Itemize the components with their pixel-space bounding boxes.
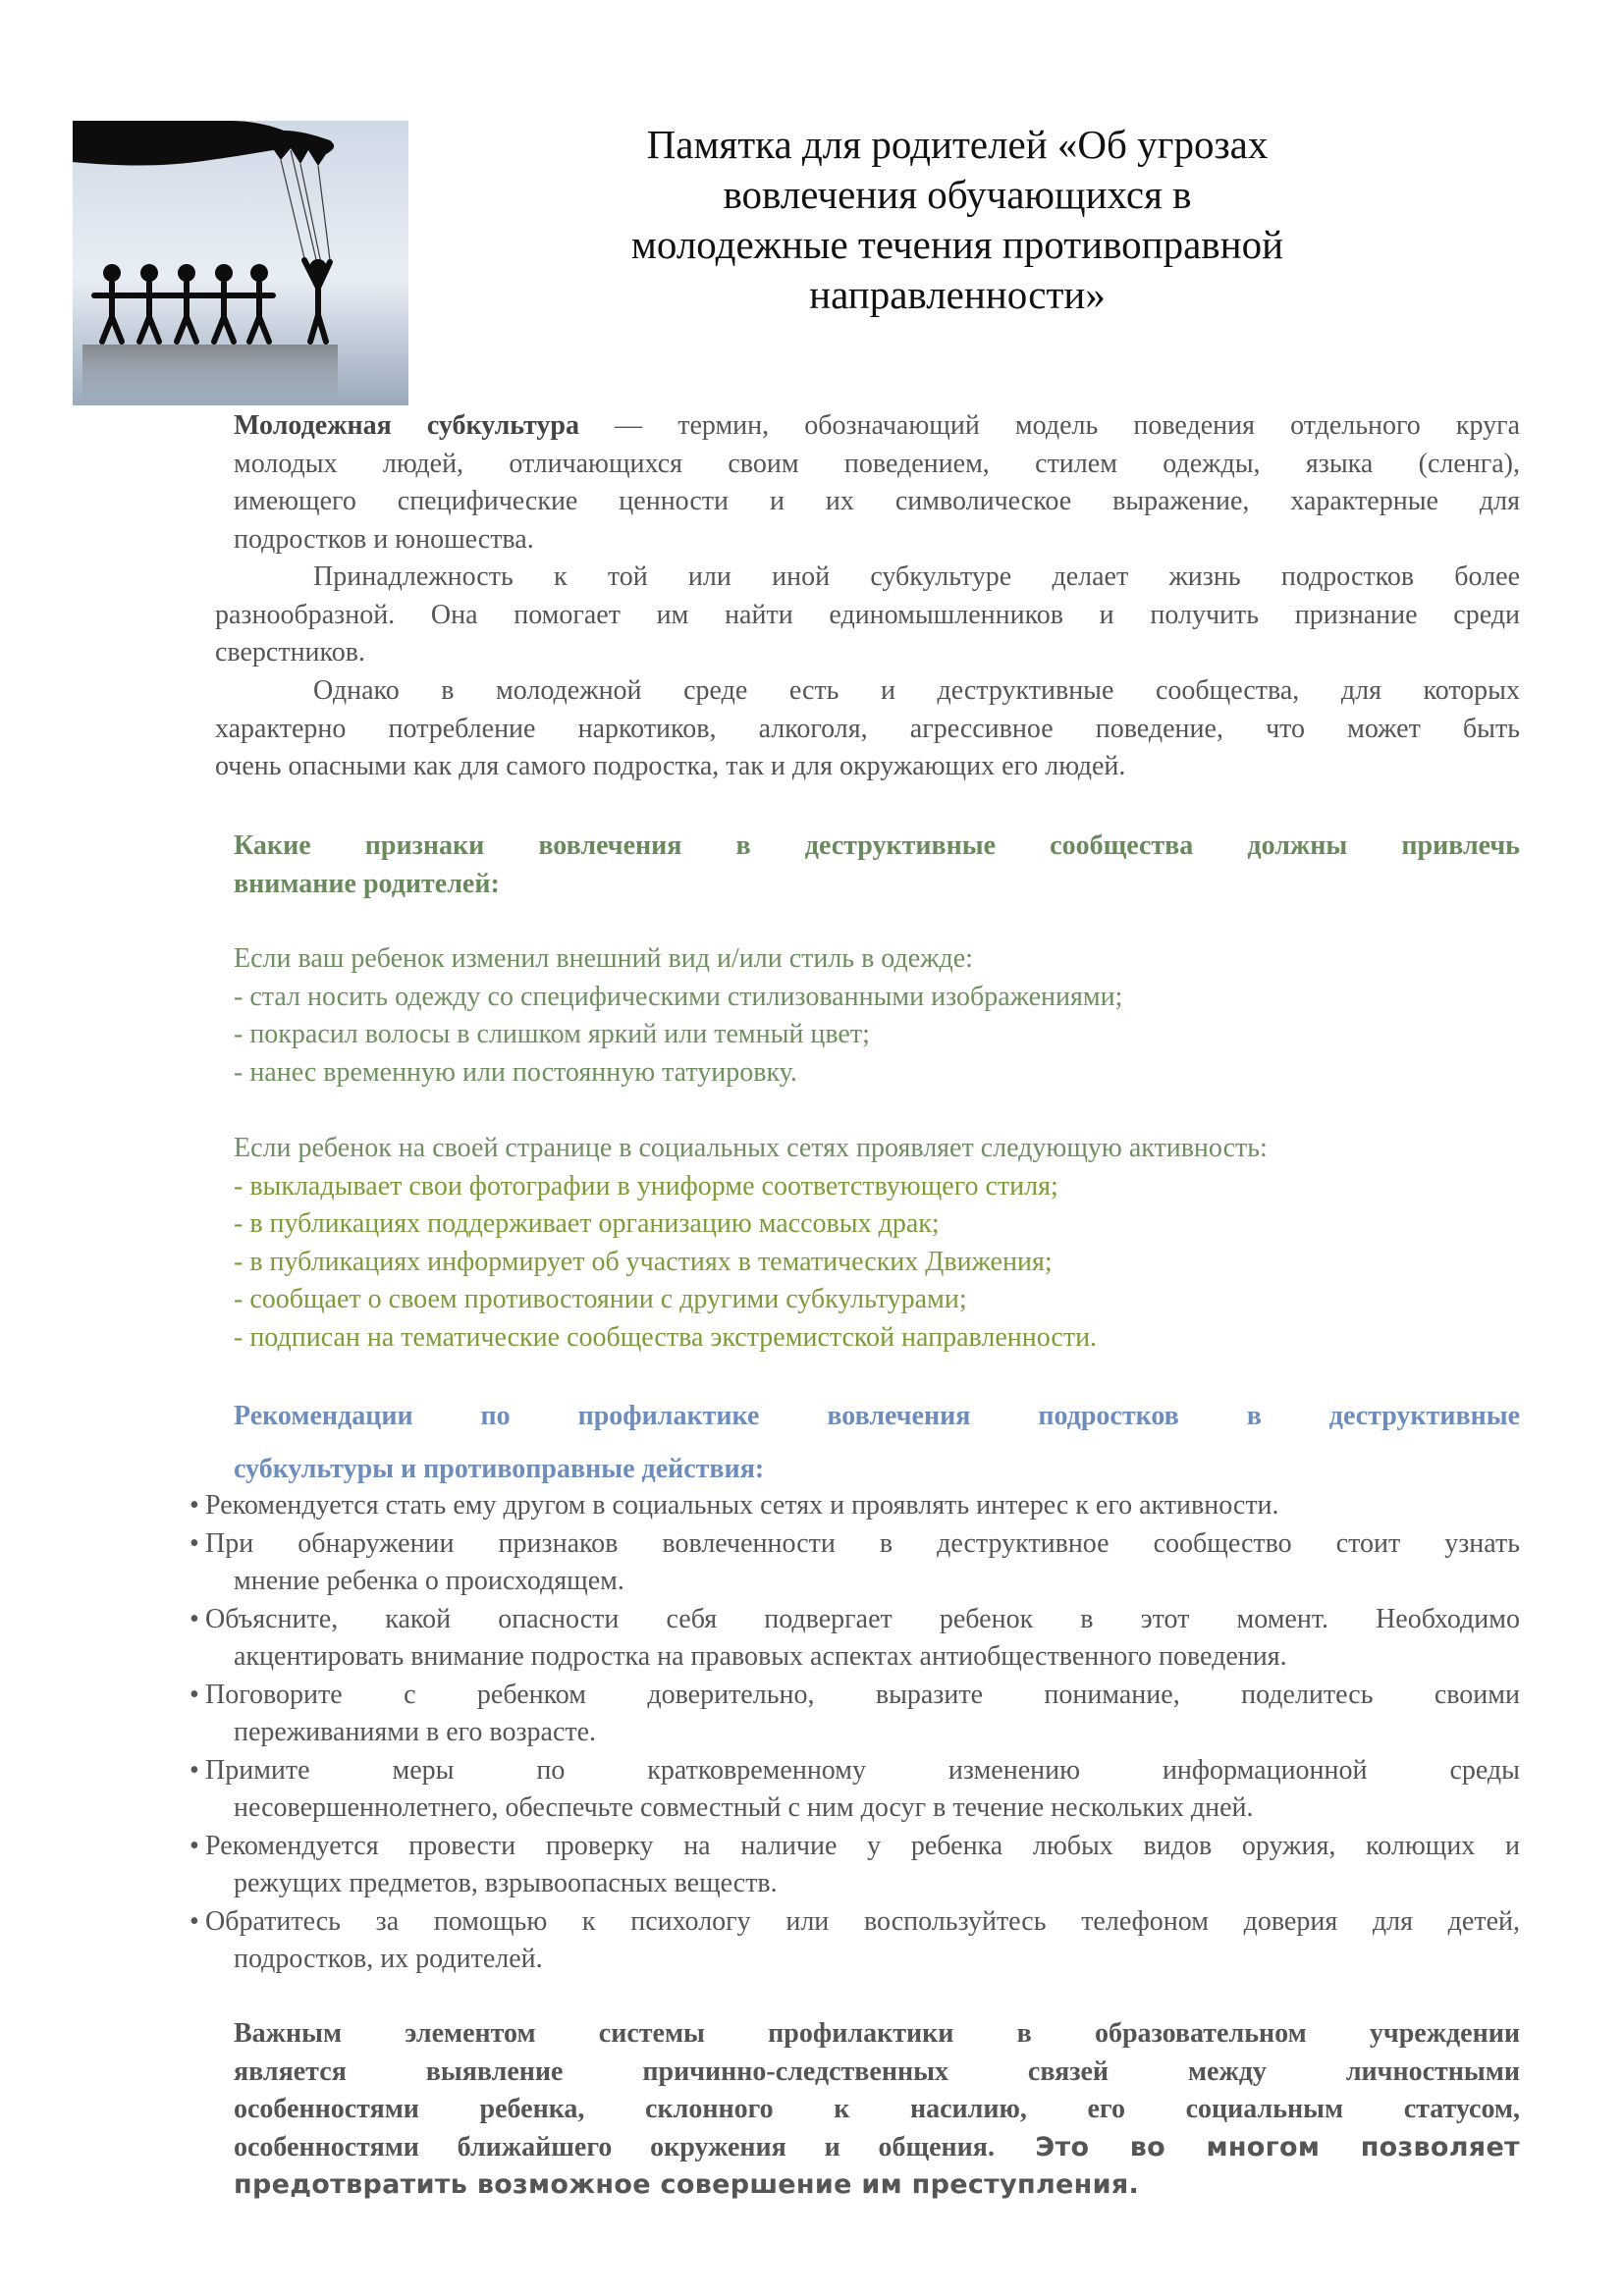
- closing-line: особенностями ребенка, склонного к насилию, его социальным статусом,: [234, 2094, 1520, 2124]
- intro-line: подростков и юношества.: [234, 523, 534, 555]
- bullet-icon: •: [189, 1490, 199, 1521]
- list-item: [189, 1752, 1520, 1828]
- closing-line: [234, 2129, 1520, 2167]
- list-item-text: подростков, их родителей.: [234, 1944, 543, 1974]
- heading-line: субкультуры и противоправные действия:: [234, 1454, 765, 1484]
- recommendations-list: [189, 1487, 1520, 1979]
- intro-line: [234, 407, 1520, 446]
- list-item-text: Рекомендуется провести проверку на наличие у ребенка любых видов оружия, колющих и: [205, 1830, 1520, 1861]
- bullet-icon: •: [189, 1905, 199, 1937]
- list-lead: Если ваш ребенок изменил внешний вид и/или стиль в одежде:: [234, 943, 973, 974]
- list-item-text: Примите меры по кратковременному изменению информационной среды: [205, 1754, 1520, 1786]
- list-item: - стал носить одежду со специфическими стилизованными изображениями;: [234, 981, 1123, 1012]
- list-item: [189, 1525, 1520, 1601]
- list-item: - сообщает о своем противостоянии с другими субкультурами;: [234, 1284, 967, 1314]
- bullet-icon: •: [189, 1603, 199, 1634]
- list-item-text: Рекомендуется стать ему другом в социальных сетях и проявлять интерес к его активности.: [205, 1490, 1279, 1521]
- paragraph-line: характерно потребление наркотиков, алкоголя, агрессивное поведение, что может быть: [215, 713, 1520, 744]
- list-lead: Если ребенок на своей странице в социальных сетях проявляет следующую активность:: [234, 1133, 1268, 1163]
- heading-line: Какие признаки вовлечения в деструктивные сообщества должны привлечь: [234, 830, 1520, 861]
- list-item-text: переживаниями в его возрасте.: [234, 1717, 597, 1747]
- list-item: [189, 1828, 1520, 1903]
- list-item-text: несовершеннолетнего, обеспечьте совместный с ним досуг в течение нескольких дней.: [234, 1792, 1254, 1823]
- list-item: - покрасил волосы в слишком яркий или темный цвет;: [234, 1019, 870, 1049]
- intro-term: Молодежная субкультура: [234, 410, 580, 441]
- social-network-signs: [234, 1130, 1520, 1357]
- intro-line: имеющего специфические ценности и их символическое выражение, характерные для: [234, 486, 1520, 516]
- list-item: - подписан на тематические сообщества экстремистской направленности.: [234, 1321, 1098, 1353]
- list-item-text: Обратитесь за помощью к психологу или воспользуйтесь телефоном доверия для детей,: [205, 1905, 1520, 1937]
- closing-line-part: особенностями ближайшего окружения и общения.: [234, 2131, 995, 2163]
- paragraph-line: очень опасными как для самого подростка, так и для окружающих его людей.: [215, 751, 1126, 781]
- document-title: [530, 120, 1384, 320]
- paragraph-destructive: [215, 672, 1520, 786]
- recommendations-heading: [234, 1398, 1520, 1488]
- signs-heading: [234, 828, 1520, 903]
- title-line: молодежные течения противоправной: [630, 222, 1284, 267]
- title-line: направленности»: [809, 272, 1106, 317]
- closing-line: предотвратить возможное совершение им преступления.: [234, 2169, 1140, 2200]
- paragraph-line: Принадлежность к той или иной субкультуре делает жизнь подростков более: [313, 561, 1520, 592]
- list-item: [189, 1677, 1520, 1752]
- paragraph-belonging: [215, 559, 1520, 672]
- bullet-icon: •: [189, 1830, 199, 1861]
- title-line: Памятка для родителей «Об угрозах: [646, 122, 1269, 167]
- list-item: - в публикациях информирует об участиях в тематических Движения;: [234, 1246, 1053, 1277]
- bullet-icon: •: [189, 1754, 199, 1786]
- list-item: [189, 1487, 1520, 1525]
- list-item: - нанес временную или постоянную татуировку.: [234, 1056, 797, 1088]
- paragraph-line: сверстников.: [215, 637, 365, 667]
- list-item-text: режущих предметов, взрывоопасных веществ.: [234, 1868, 778, 1898]
- bullet-icon: •: [189, 1527, 199, 1559]
- closing-line-part: Это во многом позволяет: [994, 2131, 1521, 2163]
- puppet-hand-illustration: [73, 121, 408, 405]
- heading-line: Рекомендации по профилактике вовлечения подростков в деструктивные: [234, 1401, 1520, 1431]
- intro-definition: [234, 407, 1520, 559]
- intro-line: молодых людей, отличающихся своим поведением, стилем одежды, языка (сленга),: [234, 448, 1520, 479]
- bullet-icon: •: [189, 1679, 199, 1710]
- closing-line: Важным элементом системы профилактики в образовательном учреждении: [234, 2018, 1520, 2049]
- list-item: - выкладывает свои фотографии в униформе соответствующего стиля;: [234, 1170, 1058, 1201]
- list-item-text: При обнаружении признаков вовлеченности в деструктивное сообщество стоит узнать: [205, 1527, 1520, 1559]
- intro-line-text: — термин, обозначающий модель поведения отдельного круга: [579, 410, 1521, 441]
- list-item-text: Поговорите с ребенком доверительно, выразите понимание, поделитесь своими: [205, 1679, 1520, 1710]
- list-item-text: акцентировать внимание подростка на правовых аспектах антиобщественного поведения.: [234, 1641, 1287, 1672]
- list-item-text: Объясните, какой опасности себя подвергает ребенок в этот момент. Необходимо: [205, 1603, 1520, 1634]
- paragraph-line: Однако в молодежной среде есть и деструктивные сообщества, для которых: [313, 675, 1520, 706]
- list-item-text: мнение ребенка о происходящем.: [234, 1566, 624, 1596]
- list-item: [189, 1903, 1520, 1979]
- heading-line: внимание родителей:: [234, 868, 500, 899]
- title-line: вовлечения обучающихся в: [723, 172, 1192, 217]
- closing-line: является выявление причинно-следственных связей между личностными: [234, 2056, 1520, 2087]
- paragraph-line: разнообразной. Она помогает им найти единомышленников и получить признание среди: [215, 599, 1520, 630]
- list-item: [189, 1601, 1520, 1677]
- list-item: - в публикациях поддерживает организацию массовых драк;: [234, 1208, 940, 1239]
- closing-statement: [234, 2015, 1520, 2205]
- appearance-signs: [234, 940, 1520, 1092]
